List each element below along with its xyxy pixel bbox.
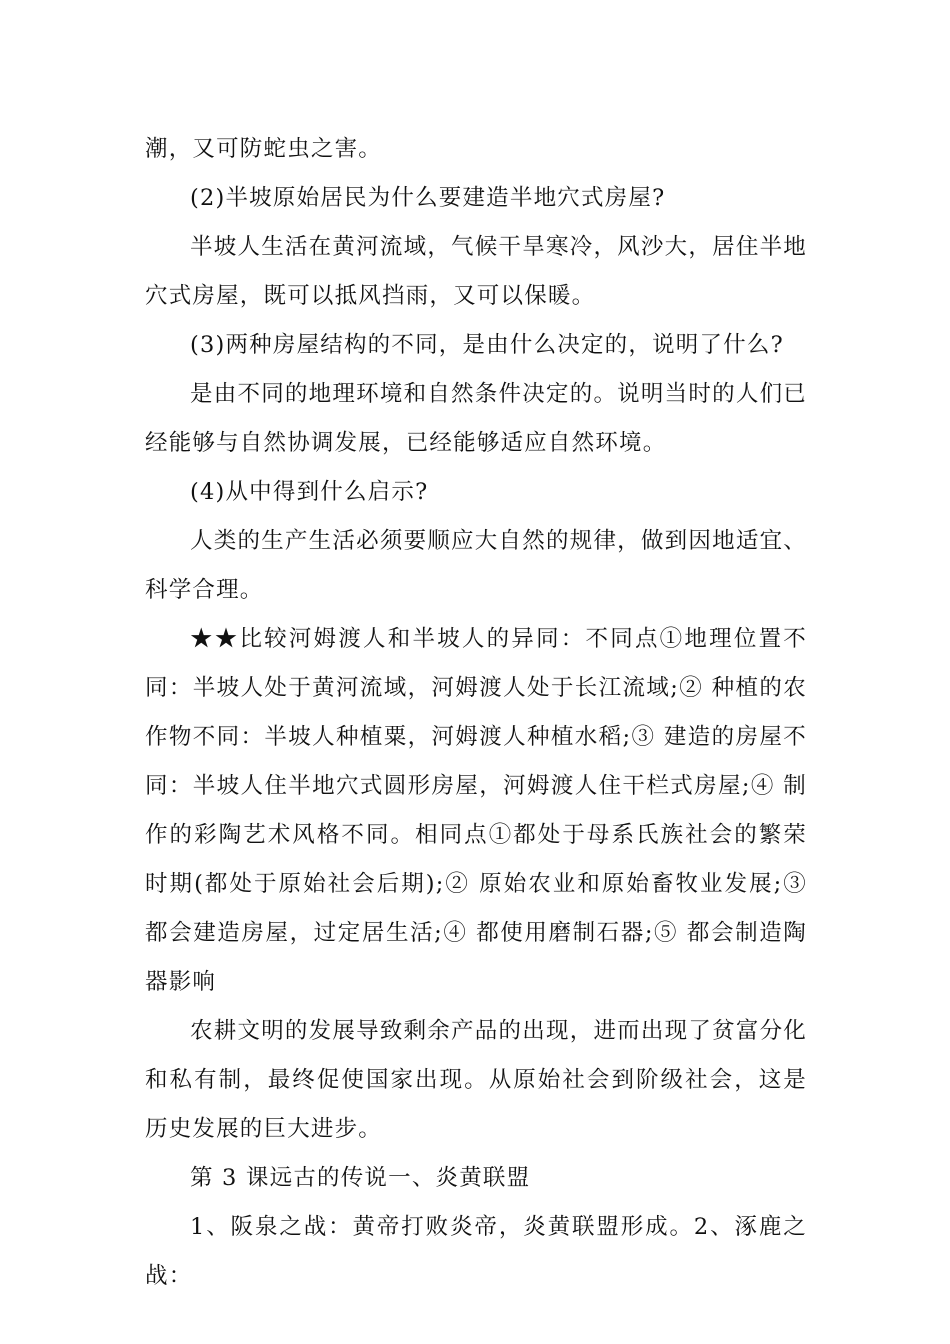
answer-4: 人类的生产生活必须要顺应大自然的规律，做到因地适宜、科学合理。: [145, 528, 807, 603]
comparison-paragraph: ★★比较河姆渡人和半坡人的异同：不同点①地理位置不同：半坡人处于黄河流域，河姆渡人处于长江流域;② 种植的农作物不同：半坡人种植粟，河姆渡人种植水稻;③ 建造的房屋不同：半坡人住半地穴式圆形房屋，河姆渡人住干栏式房屋;④ 制作的彩陶艺术风格不同。相同点①都处于母系氏族社会的繁荣时期(都处于原始社会后期);② 原始农业和原始畜牧业发展;③ 都会建造房屋，过定居生活;④ 都使用磨制石器;⑤ 都会制造陶器影响: [145, 626, 807, 995]
question-3: (3)两种房屋结构的不同，是由什么决定的，说明了什么?: [190, 332, 784, 358]
agriculture-paragraph: 农耕文明的发展导致剩余产品的出现，进而出现了贫富分化和私有制，最终促使国家出现。从原始社会到阶级社会，这是历史发展的巨大进步。: [145, 1018, 807, 1142]
lesson-3-heading: 第 3 课远古的传说一、炎黄联盟: [190, 1165, 531, 1191]
answer-2: 半坡人生活在黄河流域，气候干旱寒冷，风沙大，居住半地穴式房屋，既可以抵风挡雨，又可以保暖。: [145, 234, 807, 309]
question-2: (2)半坡原始居民为什么要建造半地穴式房屋?: [190, 185, 666, 211]
answer-3: 是由不同的地理环境和自然条件决定的。说明当时的人们已经能够与自然协调发展，已经能够适应自然环境。: [145, 381, 807, 456]
document-body: [145, 125, 807, 1301]
question-4: (4)从中得到什么启示?: [190, 479, 429, 505]
para-continuation-1: 潮，又可防蛇虫之害。: [145, 136, 383, 162]
battle-paragraph: 1、阪泉之战：黄帝打败炎帝，炎黄联盟形成。2、涿鹿之战：: [145, 1214, 807, 1289]
